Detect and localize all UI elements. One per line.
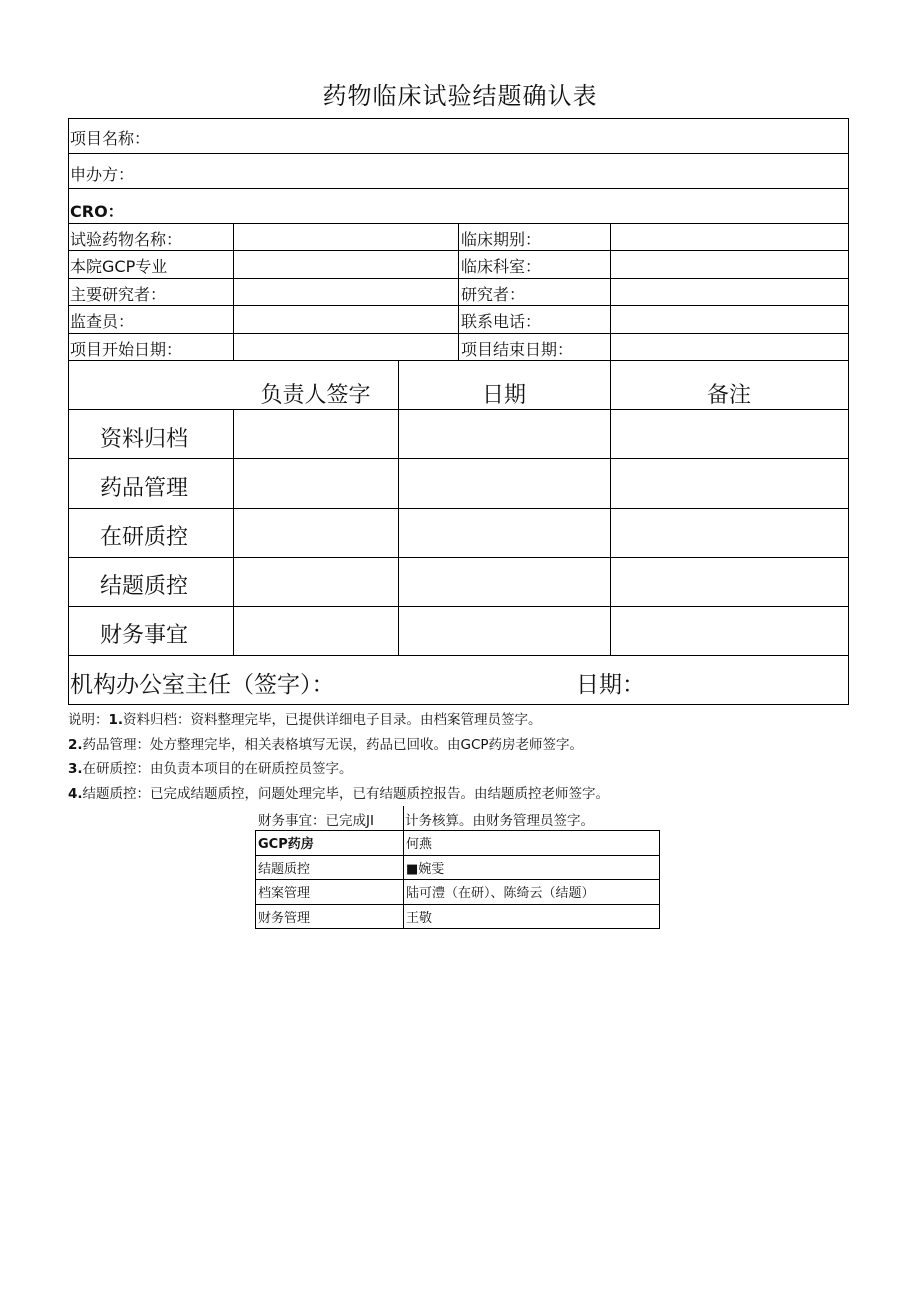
- table-row: [256, 904, 660, 929]
- column-header-date: 日期: [481, 383, 526, 408]
- row-label-closing-qc: 结题质控: [100, 574, 189, 599]
- table-row: [256, 855, 660, 880]
- cro-label: CRO：: [70, 202, 124, 221]
- director-signature-label: 机构办公室主任（签字）：: [70, 672, 335, 698]
- director-date-label: 日期：: [576, 672, 645, 698]
- note-3: 3.在研质控：由负责本项目的在研质控员签字。: [68, 761, 353, 777]
- phone-label: 联系电话：: [461, 312, 542, 331]
- row-label-finance: 财务事宜: [100, 623, 189, 648]
- start-date-label: 项目开始日期：: [70, 340, 183, 359]
- column-header-signature: 负责人签字: [260, 383, 371, 408]
- project-name-label: 项目名称：: [70, 129, 151, 148]
- note-2: 2.药品管理：处方整理完毕，相关表格填写无误，药品已回收。由GCP药房老师签字。: [68, 737, 584, 753]
- staff-role: 财务管理: [256, 904, 404, 929]
- sponsor-label: 申办方：: [70, 165, 135, 184]
- staff-role: 结题质控: [256, 855, 404, 880]
- note-1: 说明：1.资料归档：资料整理完毕，已提供详细电子目录。由档案管理员签字。: [68, 712, 542, 728]
- staff-role: 档案管理: [256, 880, 404, 905]
- row-label-ongoing-qc: 在研质控: [100, 525, 189, 550]
- principal-investigator-label: 主要研究者：: [70, 285, 167, 304]
- note-5-left: 财务事宜：已完成JI: [258, 813, 374, 829]
- page-title: 药物临床试验结题确认表: [322, 82, 598, 110]
- staff-name: 何燕: [404, 831, 660, 856]
- note-5-right: 计务核算。由财务管理员签字。: [405, 813, 594, 829]
- table-row: [256, 831, 660, 856]
- note-5-divider: [403, 806, 404, 830]
- staff-name: 陆可澧（在研）、陈绮云（结题）: [404, 880, 660, 905]
- monitor-label: 监查员：: [70, 312, 135, 331]
- gcp-specialty-label: 本院GCP专业: [70, 257, 168, 276]
- staff-role: GCP药房: [256, 831, 404, 856]
- drug-name-label: 试验药物名称：: [70, 230, 183, 249]
- staff-name: 王敬: [404, 904, 660, 929]
- end-date-label: 项目结束日期：: [461, 340, 574, 359]
- clinical-phase-label: 临床期别：: [461, 230, 542, 249]
- column-header-remarks: 备注: [706, 383, 751, 408]
- clinical-dept-label: 临床科室：: [461, 257, 542, 276]
- staff-name: ■婉雯: [404, 855, 660, 880]
- row-label-archive: 资料归档: [100, 427, 189, 452]
- note-4: 4.结题质控：已完成结题质控，问题处理完毕，已有结题质控报告。由结题质控老师签字。: [68, 786, 610, 802]
- investigator-label: 研究者：: [461, 285, 526, 304]
- row-label-drug-management: 药品管理: [100, 476, 189, 501]
- staff-table: [255, 830, 660, 929]
- table-row: [256, 880, 660, 905]
